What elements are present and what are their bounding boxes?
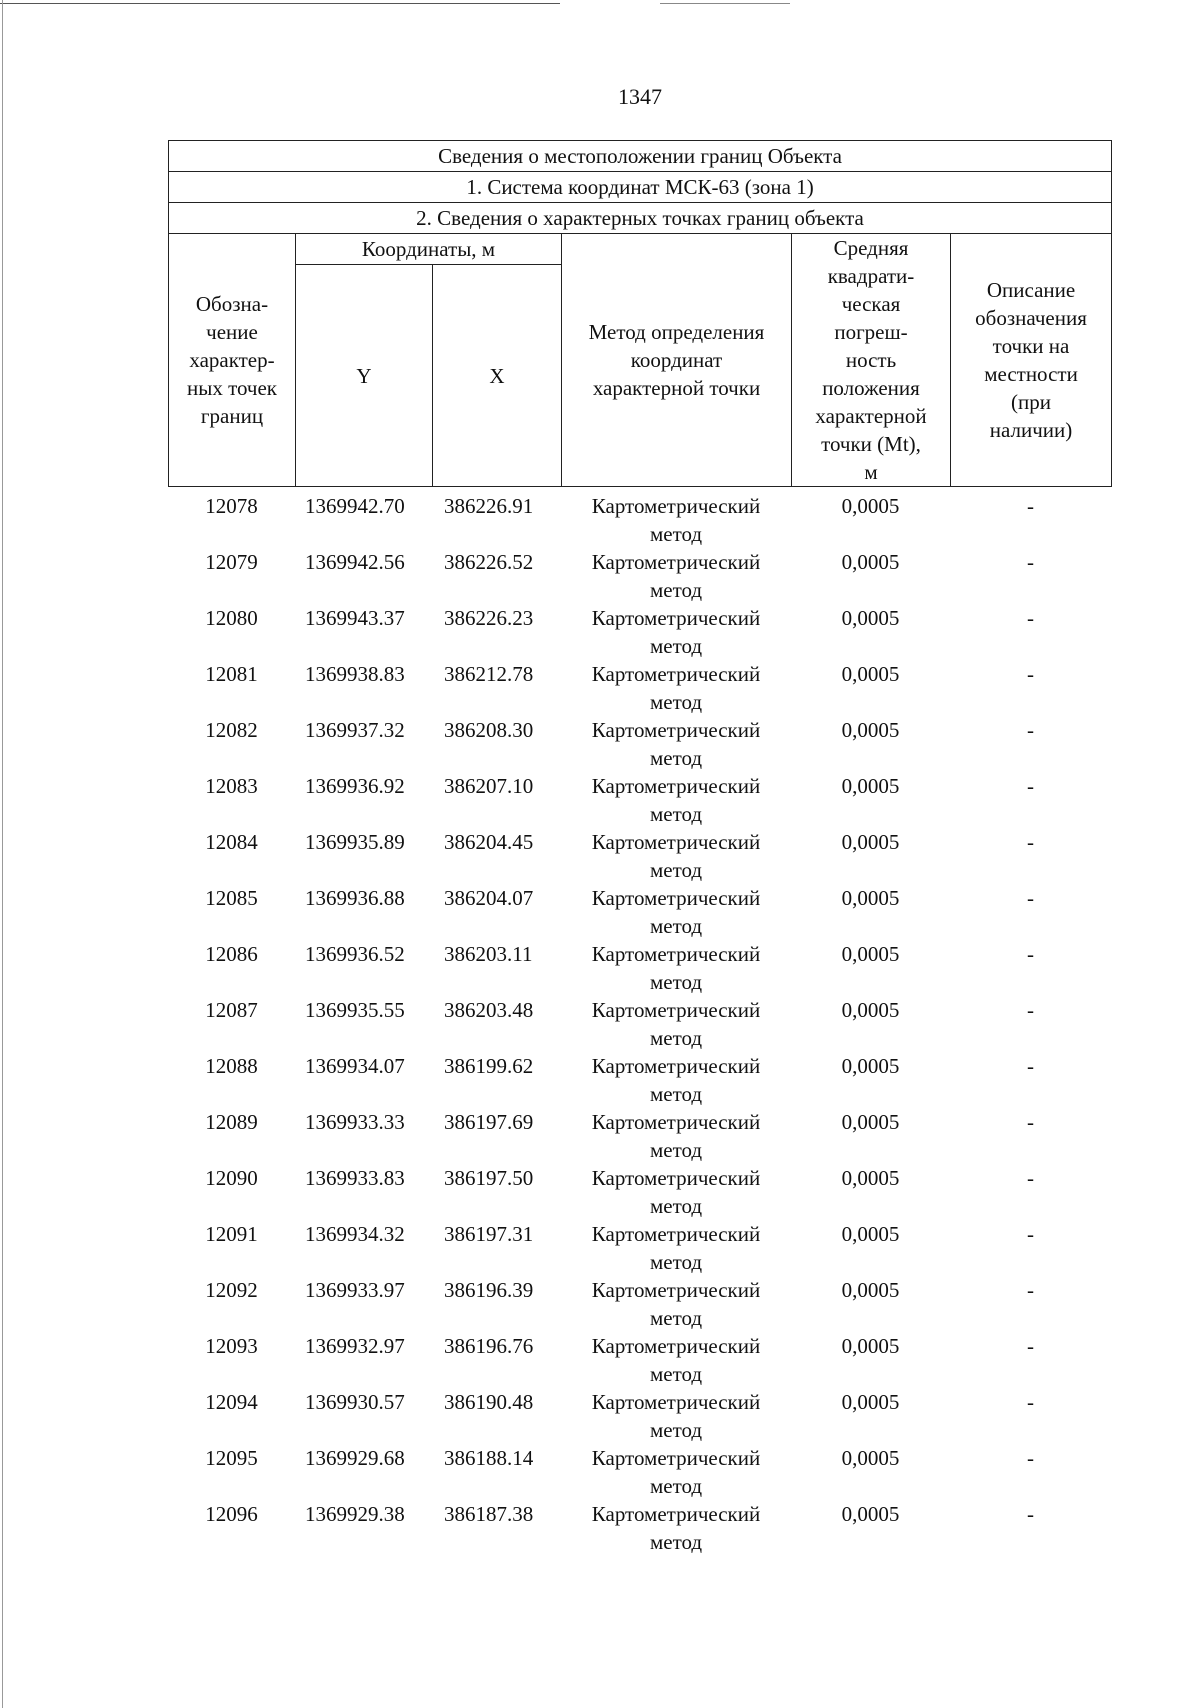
coord-y: 1369936.88 [305,886,405,910]
table-row [168,1164,1111,1220]
coord-y: 1369933.33 [305,1110,405,1134]
coord-y: 1369934.32 [305,1222,405,1246]
coord-y: 1369930.57 [305,1390,405,1414]
coord-y: 1369933.83 [305,1166,405,1190]
point-description: - [1027,550,1034,574]
method: Картометрический метод [591,1446,761,1498]
coord-y: 1369942.56 [305,550,405,574]
coord-y: 1369929.68 [305,1446,405,1470]
table-row [168,828,1111,884]
scan-edge-line [2,0,3,1708]
coord-x: 386199.62 [444,1054,534,1078]
point-description: - [1027,942,1034,966]
method: Картометрический метод [591,1110,761,1162]
coord-x: 386208.30 [444,718,534,742]
point-id: 12089 [205,1110,258,1134]
mean-error: 0,0005 [841,494,900,518]
mean-error: 0,0005 [841,606,900,630]
coord-y: 1369936.52 [305,942,405,966]
method: Картометрический метод [591,718,761,770]
coord-y: 1369935.55 [305,998,405,1022]
mean-error: 0,0005 [841,886,900,910]
header-table [168,140,1112,487]
point-id: 12091 [205,1222,258,1246]
coord-x: 386197.31 [444,1222,534,1246]
coordinate-system: 1. Система координат МСК-63 (зона 1) [169,172,1112,203]
coord-y: 1369943.37 [305,606,405,630]
point-description: - [1027,1054,1034,1078]
coord-x: 386212.78 [444,662,534,686]
coord-y: 1369936.92 [305,774,405,798]
mean-error: 0,0005 [841,1390,900,1414]
coord-y: 1369937.32 [305,718,405,742]
method: Картометрический метод [591,662,761,714]
mean-error: 0,0005 [841,1502,900,1526]
point-id: 12084 [205,830,258,854]
table-row [168,1444,1111,1500]
col-x: X [433,265,562,487]
table-row [168,1388,1111,1444]
mean-error: 0,0005 [841,1334,900,1358]
point-description: - [1027,774,1034,798]
method: Картометрический метод [591,1334,761,1386]
mean-error: 0,0005 [841,1278,900,1302]
mean-error: 0,0005 [841,998,900,1022]
point-id: 12093 [205,1334,258,1358]
table-row [168,1052,1111,1108]
table-title: Сведения о местоположении границ Объекта [169,141,1112,172]
table-row [168,1500,1111,1556]
col-coordinates: Координаты, м [296,234,562,265]
coord-x: 386203.48 [444,998,534,1022]
table-row [168,492,1111,548]
coord-x: 386188.14 [444,1446,534,1470]
coord-x: 386196.76 [444,1334,534,1358]
coord-x: 386197.69 [444,1110,534,1134]
coord-y: 1369934.07 [305,1054,405,1078]
scan-edge-line [660,3,790,4]
method: Картометрический метод [591,1390,761,1442]
point-description: - [1027,1110,1034,1134]
point-id: 12079 [205,550,258,574]
table-row [168,660,1111,716]
mean-error: 0,0005 [841,1222,900,1246]
col-error: Средняя квадрати- ческая погреш- ность положения характерной точки (Mt), м [792,234,951,487]
col-method: Метод определения координат характерной точки [562,234,792,487]
coord-x: 386196.39 [444,1278,534,1302]
table-row [168,716,1111,772]
method: Картометрический метод [591,830,761,882]
point-description: - [1027,1278,1034,1302]
method: Картометрический метод [591,1166,761,1218]
method: Картометрический метод [591,1502,761,1554]
method: Картометрический метод [591,606,761,658]
point-description: - [1027,886,1034,910]
point-description: - [1027,718,1034,742]
point-description: - [1027,1334,1034,1358]
method: Картометрический метод [591,1278,761,1330]
mean-error: 0,0005 [841,550,900,574]
coord-x: 386197.50 [444,1166,534,1190]
point-description: - [1027,1222,1034,1246]
point-id: 12083 [205,774,258,798]
method: Картометрический метод [591,1222,761,1274]
point-id: 12086 [205,942,258,966]
coord-y: 1369942.70 [305,494,405,518]
mean-error: 0,0005 [841,718,900,742]
col-y: Y [296,265,433,487]
coord-x: 386226.91 [444,494,534,518]
point-description: - [1027,998,1034,1022]
method: Картометрический метод [591,942,761,994]
table-row [168,996,1111,1052]
scan-edge-line [0,3,560,4]
point-description: - [1027,606,1034,630]
coord-x: 386204.07 [444,886,534,910]
method: Картометрический метод [591,998,761,1050]
mean-error: 0,0005 [841,1446,900,1470]
coord-y: 1369938.83 [305,662,405,686]
point-description: - [1027,494,1034,518]
point-id: 12094 [205,1390,258,1414]
table-row [168,940,1111,996]
method: Картометрический метод [591,550,761,602]
point-id: 12081 [205,662,258,686]
points-table [168,492,1111,1556]
coord-x: 386226.52 [444,550,534,574]
coord-y: 1369929.38 [305,1502,405,1526]
coord-y: 1369933.97 [305,1278,405,1302]
coord-x: 386207.10 [444,774,534,798]
coord-x: 386203.11 [444,942,533,966]
point-id: 12088 [205,1054,258,1078]
point-description: - [1027,1166,1034,1190]
points-table-body [168,492,1111,1556]
coord-x: 386190.48 [444,1390,534,1414]
table-row [168,772,1111,828]
point-description: - [1027,1502,1034,1526]
mean-error: 0,0005 [841,942,900,966]
table-row [168,1332,1111,1388]
table-row [168,1220,1111,1276]
page-number: 1347 [618,84,662,109]
mean-error: 0,0005 [841,662,900,686]
point-id: 12096 [205,1502,258,1526]
point-id: 12092 [205,1278,258,1302]
section-title: 2. Сведения о характерных точках границ объекта [169,203,1112,234]
point-description: - [1027,1390,1034,1414]
method: Картометрический метод [591,494,761,546]
coord-y: 1369932.97 [305,1334,405,1358]
point-id: 12087 [205,998,258,1022]
point-description: - [1027,830,1034,854]
point-id: 12080 [205,606,258,630]
point-id: 12085 [205,886,258,910]
coord-x: 386187.38 [444,1502,534,1526]
coord-x: 386226.23 [444,606,534,630]
mean-error: 0,0005 [841,1110,900,1134]
coord-x: 386204.45 [444,830,534,854]
method: Картометрический метод [591,1054,761,1106]
method: Картометрический метод [591,886,761,938]
mean-error: 0,0005 [841,774,900,798]
point-id: 12082 [205,718,258,742]
point-description: - [1027,1446,1034,1470]
coord-y: 1369935.89 [305,830,405,854]
table-row [168,1276,1111,1332]
mean-error: 0,0005 [841,1166,900,1190]
table-row [168,884,1111,940]
col-description: Описание обозначения точки на местности (при наличии) [951,234,1112,487]
point-id: 12078 [205,494,258,518]
mean-error: 0,0005 [841,1054,900,1078]
table-row [168,548,1111,604]
mean-error: 0,0005 [841,830,900,854]
point-description: - [1027,662,1034,686]
table-row [168,604,1111,660]
col-designation: Обозна- чение характер- ных точек границ [169,234,296,487]
table-row [168,1108,1111,1164]
method: Картометрический метод [591,774,761,826]
point-id: 12095 [205,1446,258,1470]
point-id: 12090 [205,1166,258,1190]
